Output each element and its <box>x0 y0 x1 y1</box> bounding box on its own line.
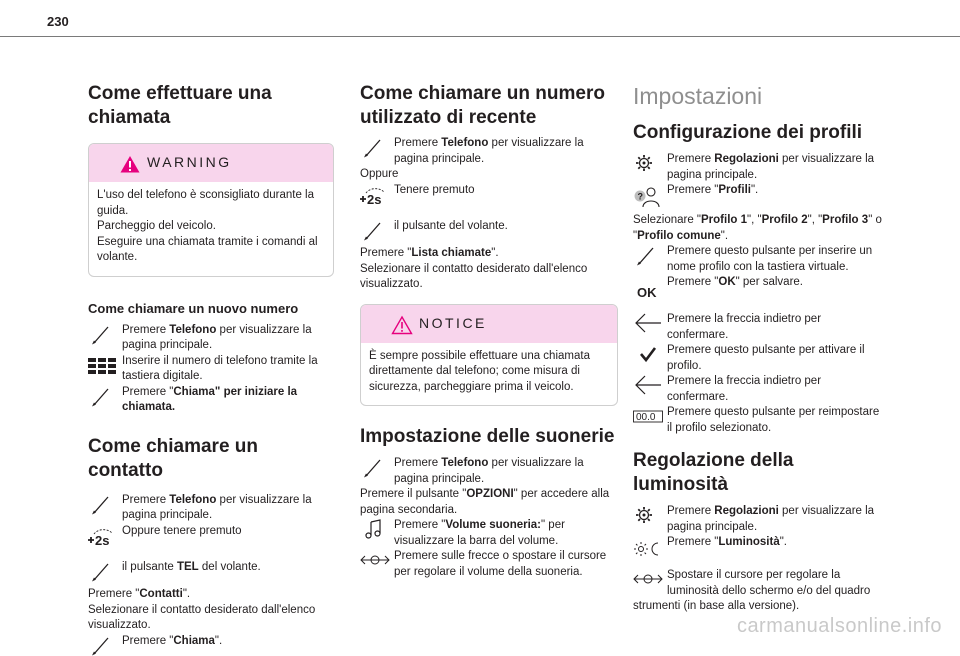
notice-icon <box>391 315 413 335</box>
paragraph <box>360 246 618 262</box>
text: luminosità dello schermo e/o del quadro <box>667 584 871 597</box>
text: per visualizzare la <box>778 505 875 517</box>
step-call <box>88 385 334 416</box>
reset-counter-label: 00.0 <box>636 412 656 423</box>
text: Tenere premuto <box>394 183 475 196</box>
text: strumenti (in base alla versione). <box>633 600 800 612</box>
step-keypad <box>88 354 334 385</box>
text: per visualizzare la <box>216 323 312 336</box>
text: " <box>633 229 638 242</box>
text-bold: chiamata. <box>122 401 176 413</box>
profile-icon <box>633 186 663 208</box>
text: Premere la freccia indietro per <box>667 375 822 387</box>
pencil-icon <box>88 493 118 515</box>
text: Premere " <box>360 247 412 259</box>
notice-box <box>360 304 618 407</box>
notice-line: sicurezza, parcheggiare prima il veicolo. <box>369 380 574 393</box>
hold-2s-icon <box>360 187 390 209</box>
step-hold <box>88 524 334 556</box>
text-bold: OPZIONI <box>466 488 514 500</box>
pencil-icon <box>88 560 118 582</box>
sun-moon-icon <box>633 538 663 560</box>
step-ok <box>633 275 891 308</box>
warning-line: L'uso del telefono è sconsigliato durante la <box>97 189 315 201</box>
paragraph <box>88 587 334 603</box>
text-bold: Profilo 3 <box>822 214 869 226</box>
text: confermare. <box>667 328 729 341</box>
text: tastiera digitale. <box>122 370 203 382</box>
notice-line: È sempre possibile effettuare una chiamata <box>369 349 590 362</box>
text: Selezionare il contatto desiderato dall'elenco <box>88 603 316 616</box>
step-phone <box>88 493 334 524</box>
step-back <box>633 312 891 343</box>
warning-label: WARNING <box>147 154 232 170</box>
text: Premere questo pulsante per reimpostare <box>667 406 880 418</box>
text-bold: TEL <box>176 560 199 573</box>
text: Premere <box>394 137 442 149</box>
keypad-icon <box>88 354 118 376</box>
warning-icon <box>119 154 141 174</box>
step-slider <box>360 549 618 580</box>
text-bold: Chiama" per iniziare la <box>173 385 298 398</box>
section-title-brightness: Regolazione della luminosità <box>633 450 794 495</box>
column-right <box>633 82 891 615</box>
text-bold: Telefono <box>441 457 489 469</box>
step-phone <box>360 456 618 487</box>
notice-text <box>361 343 617 406</box>
checkmark-icon <box>633 343 663 365</box>
back-arrow-icon <box>633 312 663 334</box>
text: ". <box>750 184 759 196</box>
step-phone <box>88 323 334 354</box>
text-bold: Regolazioni <box>714 505 779 517</box>
text: " per <box>541 519 565 531</box>
pencil-icon <box>88 323 118 345</box>
section-title-recent: Come chiamare un numero utilizzato di recente <box>360 83 605 128</box>
text-bold: Profili <box>718 184 751 196</box>
step-profiles <box>633 183 891 213</box>
text: pagina principale. <box>394 472 485 485</box>
warning-line: Eseguire una chiamata tramite i comandi al <box>97 235 318 248</box>
text: Premere il pulsante " <box>360 488 467 500</box>
text: per visualizzare la <box>488 137 584 149</box>
pencil-icon <box>633 244 663 266</box>
text: per visualizzare la <box>778 153 875 165</box>
text-bold: Regolazioni <box>714 153 779 165</box>
warning-header <box>89 144 333 182</box>
section-title-call-contact: Come chiamare un contatto <box>88 435 258 481</box>
text-bold: Telefono <box>169 493 217 506</box>
text: visualizzato. <box>88 619 151 631</box>
music-note-icon <box>360 518 390 540</box>
step-settings <box>633 504 891 535</box>
section-title-profiles: Configurazione dei profili <box>633 122 863 143</box>
text: pagina principale. <box>122 339 213 351</box>
watermark: carmanualsonline.info <box>736 615 942 637</box>
text: ". <box>491 247 499 259</box>
text: Selezionare " <box>633 214 702 226</box>
text-bold: Profilo 1 <box>701 214 748 226</box>
step-activate <box>633 343 891 374</box>
text: ". <box>182 588 191 600</box>
hold-2s-icon <box>88 528 118 550</box>
svg-text:?: ? <box>637 191 643 202</box>
text-bold: Contatti <box>139 588 183 600</box>
text-bold: Telefono <box>441 137 489 149</box>
text: Oppure <box>360 168 399 180</box>
paragraph <box>633 213 891 229</box>
text: ". <box>779 536 787 548</box>
text: per visualizzare la <box>488 457 584 469</box>
warning-box <box>88 143 334 277</box>
text: pagina principale. <box>394 152 485 165</box>
pencil-icon <box>360 456 390 478</box>
step-hold <box>360 183 618 215</box>
warning-line: volante. <box>97 251 138 263</box>
notice-label: NOTICE <box>419 314 487 331</box>
text-bold: OK <box>718 276 736 288</box>
text: Premere <box>122 493 170 506</box>
step-back <box>633 374 891 405</box>
step-settings <box>633 152 891 183</box>
text-bold: Lista chiamate <box>411 247 492 259</box>
text: il pulsante del volante. <box>394 219 508 232</box>
text-bold: Chiama <box>173 634 215 647</box>
pencil-icon <box>360 136 390 158</box>
text-bold: Profilo 2 <box>761 214 808 226</box>
warning-text <box>89 182 333 276</box>
text: Premere " <box>88 588 140 600</box>
text: il profilo selezionato. <box>667 421 772 434</box>
text: Premere questo pulsante per inserire un <box>667 245 873 257</box>
paragraph <box>633 229 891 245</box>
text: visualizzato. <box>360 278 423 290</box>
text-bold: Luminosità <box>718 536 780 548</box>
pencil-icon <box>88 634 118 656</box>
text: " per salvare. <box>735 276 803 288</box>
step-edit-name <box>633 244 891 275</box>
column-left <box>88 82 334 649</box>
text-bold: Telefono <box>169 323 217 336</box>
text: Premere " <box>394 519 446 531</box>
svg-text:2s: 2s <box>367 191 382 207</box>
notice-header <box>361 305 617 343</box>
text: " o <box>868 214 882 226</box>
subheading-new-number: Come chiamare un nuovo numero <box>88 300 299 316</box>
text: Premere " <box>667 276 719 288</box>
section-title-make-call: Come effettuare una chiamata <box>88 83 272 128</box>
text: visualizzare la barra del volume. <box>394 534 559 547</box>
step-reset <box>633 405 891 436</box>
text: pagina principale. <box>122 509 213 521</box>
text: pagina principale. <box>667 168 758 181</box>
text: del volante. <box>198 560 261 573</box>
text-bold: Profilo comune <box>637 229 721 242</box>
text: Premere questo pulsante per attivare il <box>667 344 865 356</box>
pencil-icon <box>360 219 390 241</box>
step-wheel <box>360 219 618 235</box>
text: ", " <box>807 214 823 226</box>
text: Premere sulle frecce o spostare il cursore <box>394 550 607 562</box>
step-brightness <box>633 535 891 566</box>
slider-arrows-icon <box>633 568 663 590</box>
text: per regolare il volume della suoneria. <box>394 565 583 578</box>
svg-text:2s: 2s <box>95 532 110 548</box>
text: Premere " <box>667 536 719 548</box>
column-middle <box>360 82 618 580</box>
step-tel <box>88 560 334 576</box>
text: il pulsante <box>122 560 177 573</box>
text: per visualizzare la <box>216 493 312 506</box>
text: Premere <box>667 505 715 517</box>
text-bold: Volume suoneria: <box>445 519 542 531</box>
slider-arrows-icon <box>360 549 390 571</box>
step-phone <box>360 136 618 167</box>
warning-line: guida. <box>97 204 129 217</box>
section-title-ringtone: Impostazione delle suonerie <box>360 426 615 447</box>
text: Inserire il numero di telefono tramite la <box>122 354 318 367</box>
text: pagina secondaria. <box>360 503 458 516</box>
text: Oppure tenere premuto <box>122 524 242 537</box>
step-brightness-slider <box>633 568 891 599</box>
text: Premere " <box>122 385 174 398</box>
text: pagina principale. <box>667 520 758 533</box>
text: Premere la freccia indietro per <box>667 313 822 325</box>
text: Premere <box>667 153 715 165</box>
warning-line: Parcheggio del veicolo. <box>97 220 216 232</box>
gear-icon <box>633 152 663 174</box>
text: Spostare il cursore per regolare la <box>667 569 841 581</box>
text: ". <box>214 634 223 647</box>
text: Selezionare il contatto desiderato dall'elenco <box>360 262 588 275</box>
text: nome profilo con la tastiera virtuale. <box>667 260 849 273</box>
step-volume <box>360 518 618 549</box>
text: Premere <box>394 457 442 469</box>
gear-icon <box>633 504 663 526</box>
back-arrow-icon <box>633 374 663 396</box>
paragraph <box>360 487 618 503</box>
ok-button-icon: OK <box>637 285 657 300</box>
text: ", " <box>747 214 762 226</box>
step-call <box>88 634 334 650</box>
text: confermare. <box>667 390 729 403</box>
text: ". <box>720 229 729 242</box>
reset-counter-icon <box>633 405 663 427</box>
page-number: 230 <box>47 14 69 29</box>
text: Premere " <box>667 184 719 196</box>
notice-line: direttamente dal telefono; come misura di <box>369 365 580 377</box>
text: Premere " <box>122 634 174 647</box>
text: profilo. <box>667 359 702 372</box>
text: Premere <box>122 323 170 336</box>
chapter-title: Impostazioni <box>633 83 763 109</box>
pencil-icon <box>88 385 118 407</box>
text: " per accedere alla <box>513 488 610 500</box>
header-rule <box>0 36 960 37</box>
